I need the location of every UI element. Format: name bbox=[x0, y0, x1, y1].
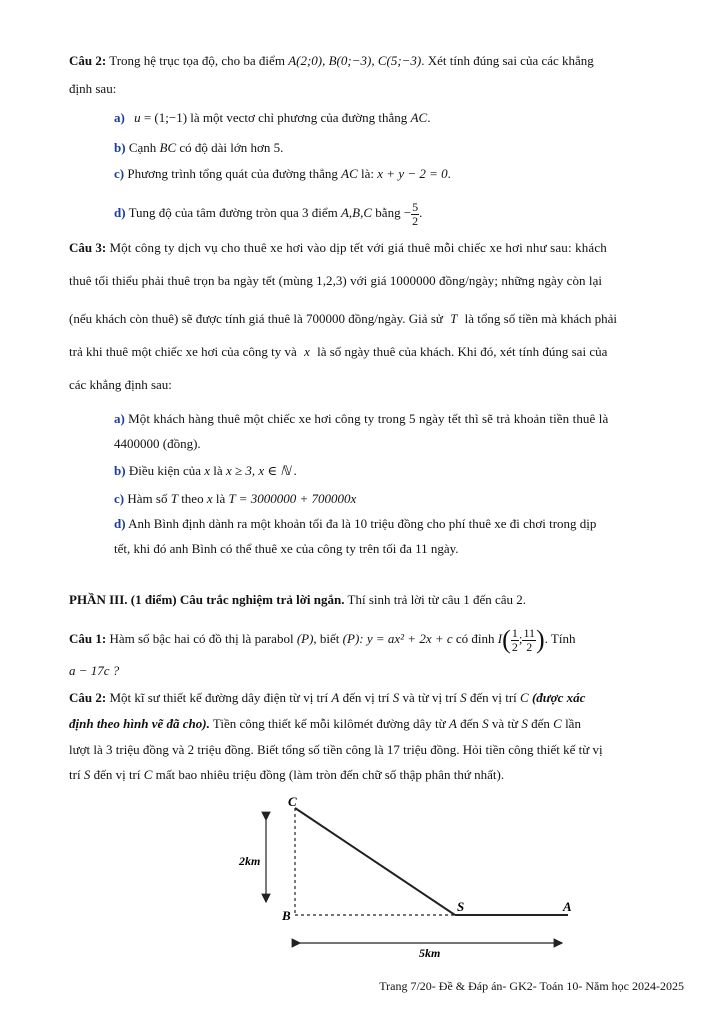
q3-line3: (nếu khách còn thuê) sẽ được tính giá thuê là 700000 đồng/ngày. Giả sử T là tổng số tiền mà khách phải bbox=[69, 311, 618, 326]
height-label: 2km bbox=[239, 854, 261, 868]
point-s-label: S bbox=[457, 899, 465, 914]
fraction: $\frac{11}{2}$ bbox=[523, 625, 535, 654]
q3-option-a-cont: 4400000 (đồng). bbox=[114, 436, 201, 451]
q2-label: Câu 2: bbox=[69, 53, 107, 68]
q2-option-a: a) u = (1;−1) là một vectơ chỉ phương của đường thẳng AC. bbox=[114, 110, 431, 125]
p3q2-line3: lượt là 3 triệu đồng và 2 triệu đồng. Biết tổng số tiền công là 17 triệu đồng. Hỏi tiền công thiết kế từ vị bbox=[69, 742, 603, 757]
p3q2-line4: trí S đến vị trí C mất bao nhiêu triệu đồng (làm tròn đến chữ số thập phân thứ nhất). bbox=[69, 767, 505, 782]
q3-option-d: d) Anh Bình định dành ra một khoản tối đa là 10 triệu đồng cho phí thuê xe đi chơi trong dịp bbox=[114, 516, 597, 531]
q3-label: Câu 3: bbox=[69, 240, 107, 255]
power-line-figure bbox=[0, 790, 724, 990]
point-a-label: A bbox=[563, 899, 572, 914]
q3-option-d-cont: tết, khi đó anh Bình có thể thuê xe của công ty trên tối đa 11 ngày. bbox=[114, 541, 459, 556]
q2-points: A(2;0), B(0;−3), C(5;−3) bbox=[288, 53, 422, 68]
q2-line1: Câu 2: Trong hệ trục tọa độ, cho ba điểm A(2;0), B(0;−3), C(5;−3). Xét tính đúng sai của các khẳng bbox=[69, 53, 594, 68]
fraction: $\frac{1}{2}$ bbox=[511, 625, 518, 654]
part3-heading: PHẦN III. (1 điểm) Câu trắc nghiệm trả lời ngắn. Thí sinh trả lời từ câu 1 đến câu 2. bbox=[69, 592, 527, 607]
width-label: 5km bbox=[419, 946, 441, 960]
p3q2-line1: Câu 2: Một kĩ sư thiết kế đường dây điện từ vị trí A đến vị trí S và từ vị trí S đến vị trí C (được xác bbox=[69, 690, 586, 705]
q3-line5: các khẳng định sau: bbox=[69, 377, 172, 392]
q2-option-c: c) Phương trình tổng quát của đường thẳng AC là: x + y − 2 = 0. bbox=[114, 166, 451, 181]
q3-line4: trả khi thuê một chiếc xe hơi của công ty và x là số ngày thuê của khách. Khi đó, xét tính đúng sai của bbox=[69, 344, 608, 359]
p3q1-line1: Câu 1: Hàm số bậc hai có đồ thị là parabol (P), biết (P): y = ax² + 2x + c có đỉnh I( $\frac{1}{2}$ ; $\frac{11}{2}$ ). Tính bbox=[69, 625, 576, 655]
segment-cs bbox=[295, 808, 455, 915]
q3-line1: Câu 3: Một công ty dịch vụ cho thuê xe hơi vào dịp tết với giá thuê mỗi chiếc xe hơi như sau: khách bbox=[69, 240, 607, 255]
p3q2-line2: định theo hình vẽ đã cho). Tiền công thiết kế mỗi kilômét đường dây từ A đến S và từ S đến C lần bbox=[69, 716, 581, 731]
fraction: $\frac{5}{2}$ bbox=[412, 199, 419, 228]
q2-option-b: b) Cạnh BC có độ dài lớn hơn 5. bbox=[114, 140, 284, 155]
page-footer: Trang 7/20- Đề & Đáp án- GK2- Toán 10- Năm học 2024-2025 bbox=[379, 979, 684, 993]
p3q1-ask: a − 17c ? bbox=[69, 663, 120, 678]
q3-option-a: a) Một khách hàng thuê một chiếc xe hơi công ty trong 5 ngày tết thì sẽ trả khoản tiền thuê là bbox=[114, 411, 609, 426]
point-b-label: B bbox=[282, 908, 291, 923]
q2-option-d: d) Tung độ của tâm đường tròn qua 3 điểm A,B,C bằng − $\frac{5}{2}$ . bbox=[114, 199, 423, 228]
q3-option-b: b) Điều kiện của x là x ≥ 3, x ∈ ℕ . bbox=[114, 463, 298, 478]
q3-line2: thuê tối thiểu phải thuê trọn ba ngày tết (mùng 1,2,3) với giá 1000000 đồng/ngày; những ngày còn lại bbox=[69, 273, 603, 288]
q2-line2: định sau: bbox=[69, 81, 117, 96]
point-c-label: C bbox=[288, 794, 297, 809]
q3-option-c: c) Hàm số T theo x là T = 3000000 + 700000x bbox=[114, 491, 357, 506]
